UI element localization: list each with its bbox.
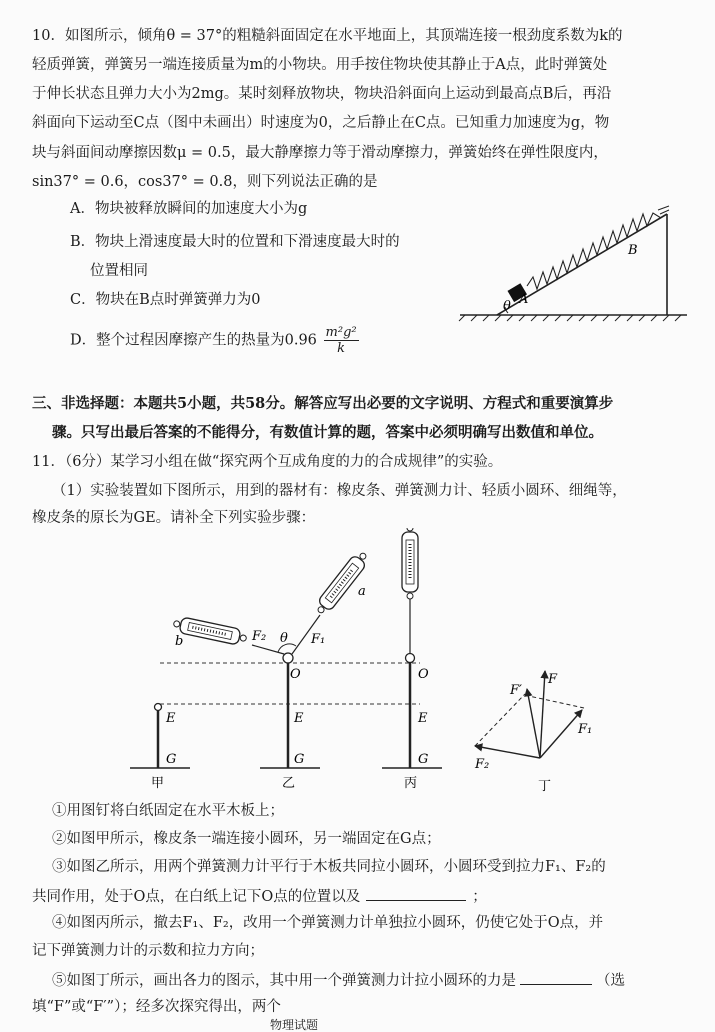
- q10-option-d-fraction: [324, 325, 359, 356]
- q10-line-5: 块与斜面间动摩擦因数μ = 0.5，最大静摩擦力等于滑动摩擦力，弹簧始终在弹性限度内，: [32, 145, 608, 161]
- bing-label-e: E: [418, 711, 428, 726]
- q10-option-d-prefix: D．整个过程因摩擦产生的热量为0.96: [70, 332, 317, 349]
- label-yi: 乙: [282, 776, 296, 791]
- step-5-line-1: [52, 969, 625, 991]
- top-hatch: [658, 206, 669, 214]
- experiment-figure: [120, 528, 620, 793]
- q11-intro: 11．（6分）某学习小组在做“探究两个互成角度的力的合成规律”的实验。: [32, 454, 503, 470]
- section3-line-2: 骤。只写出最后答案的不能得分，有数值计算的题，答案中必须明确写出数值和单位。: [52, 424, 603, 441]
- yi-label-f1: F₁: [311, 632, 326, 647]
- q10-line-1: 10．如图所示，倾角θ = 37°的粗糙斜面固定在水平地面上，其顶端连接一根劲度系数为k的: [32, 28, 623, 44]
- q10-line-6: sin37° = 0.6，cos37° = 0.8，则下列说法正确的是: [32, 174, 378, 190]
- vector-f1: [540, 710, 582, 758]
- label-ding: 丁: [538, 779, 552, 793]
- step-3-end: ；: [472, 889, 487, 905]
- q10-option-d: [70, 325, 359, 356]
- spring-scale-bing: [402, 528, 418, 599]
- spring-coil: [527, 213, 661, 289]
- q10-option-c: C．物块在B点时弹簧弹力为0: [70, 292, 261, 308]
- fraction-numerator: m²g²: [325, 325, 357, 340]
- step-3-line-2: [32, 885, 487, 907]
- q11-part1-line-2: 橡皮条的原长为GE。请补全下列实验步骤：: [32, 510, 316, 526]
- setup-jia: [130, 704, 190, 792]
- yi-label-theta: θ: [280, 631, 288, 646]
- bing-label-g: G: [418, 752, 429, 767]
- jia-label-g: G: [166, 752, 177, 767]
- step-2: ②如图甲所示，橡皮条一端连接小圆环，另一端固定在G点；: [52, 831, 441, 847]
- vector-f: [540, 671, 545, 758]
- yi-label-f2: F₂: [252, 629, 267, 644]
- step-5-line-2: 填“F”或“F′”）；经多次探究得出，两个: [32, 999, 281, 1015]
- label-jia: 甲: [151, 776, 165, 791]
- yi-label-g: G: [294, 752, 305, 767]
- label-theta: θ: [503, 299, 511, 314]
- label-point-a: A: [519, 292, 529, 307]
- yi-label-b: b: [175, 634, 184, 649]
- q10-line-2: 轻质弹簧，弹簧另一端连接质量为m的小物块。用手按住物块使其静止于A点，此时弹簧处: [32, 57, 608, 73]
- yi-label-o: O: [290, 667, 301, 682]
- incline-spring-figure: [455, 200, 695, 330]
- fraction-denominator: k: [337, 341, 346, 356]
- footer: 物理试题: [270, 1018, 319, 1032]
- ding-label-f: F: [548, 672, 558, 687]
- q10-option-b-line-1: B．物块上滑速度最大时的位置和下滑速度最大时的: [70, 234, 400, 250]
- setup-ding: [474, 671, 592, 793]
- q11-part1-line-1: （1）实验装置如下图所示，用到的器材有：橡皮条、弹簧测力计、轻质小圆环、细绳等，: [52, 483, 627, 499]
- setup-yi: [172, 549, 371, 791]
- answer-blank-1[interactable]: [366, 885, 466, 901]
- step-4-line-1: ④如图丙所示，撤去F₁、F₂，改用一个弹簧测力计单独拉小圆环，仍使它处于O点，并: [52, 915, 604, 931]
- step-5-text: ⑤如图丁所示，画出各力的图示，其中用一个弹簧测力计拉小圆环的力是: [52, 973, 516, 989]
- q10-line-3: 于伸长状态且弹力大小为2mg。某时刻释放物块，物块沿斜面向上运动到最高点B后，再沿: [32, 86, 612, 102]
- q10-option-b-line-2: 位置相同: [90, 263, 148, 279]
- jia-label-e: E: [166, 711, 176, 726]
- step-5-end: （选: [596, 973, 625, 989]
- step-3-line-1: ③如图乙所示，用两个弹簧测力计平行于木板共同拉小圆环，小圆环受到拉力F₁、F₂的: [52, 859, 606, 875]
- ground-hatch: [459, 315, 681, 321]
- bing-label-o: O: [418, 667, 429, 682]
- q10-option-a: A．物块被释放瞬间的加速度大小为g: [70, 201, 308, 217]
- vector-f-prime: [527, 689, 540, 758]
- yi-label-a: a: [358, 584, 366, 599]
- spring-scale-b: [172, 615, 248, 646]
- label-bing: 丙: [404, 776, 418, 791]
- yi-label-e: E: [294, 711, 304, 726]
- step-1: ①用图钉将白纸固定在水平木板上；: [52, 803, 284, 819]
- label-point-b: B: [628, 243, 638, 258]
- section3-line-1: 三、非选择题：本题共5小题，共58分。解答应写出必要的文字说明、方程式和重要演算步: [32, 395, 614, 412]
- spring-scale-a: [313, 549, 371, 617]
- step-3-text: 共同作用，处于O点，在白纸上记下O点的位置以及: [32, 889, 361, 905]
- ding-label-f2: F₂: [475, 757, 490, 772]
- ding-label-f1: F₁: [578, 722, 593, 737]
- ding-label-f-prime: F′: [510, 683, 522, 698]
- q10-line-4: 斜面向下运动至C点（图中未画出）时速度为0，之后静止在C点。已知重力加速度为g，物: [32, 115, 610, 131]
- setup-bing: [382, 528, 442, 791]
- step-4-line-2: 记下弹簧测力计的示数和拉力方向；: [32, 943, 264, 959]
- answer-blank-2[interactable]: [520, 969, 592, 985]
